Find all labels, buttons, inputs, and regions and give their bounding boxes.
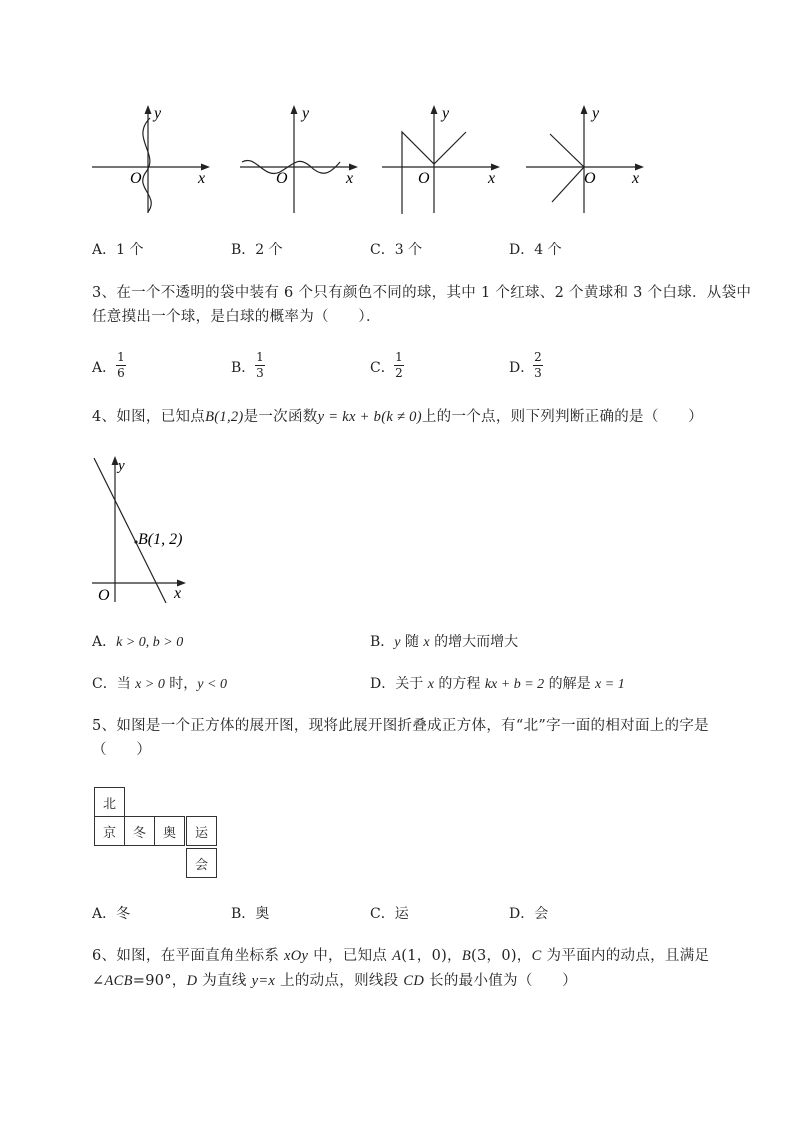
q5-option-c[interactable]: C．运 xyxy=(370,906,409,922)
net-cell-hui: 会 xyxy=(186,848,217,878)
q2-graph-c-y: y xyxy=(442,105,450,122)
q5-option-d[interactable]: D．会 xyxy=(509,906,549,922)
q2-graph-a-origin: O xyxy=(130,170,142,187)
q2-option-b[interactable]: B．2 个 xyxy=(231,242,283,258)
q6-stem-line2: ∠ACB=90°，D 为直线 y=x 上的动点，则线段 CD 长的最小值为（ ） xyxy=(92,973,578,989)
q4-option-d[interactable]: D．关于 x 的方程 kx + b = 2 的解是 x = 1 xyxy=(370,676,625,692)
net-cell-bei: 北 xyxy=(94,787,125,817)
net-cell-jing: 京 xyxy=(94,816,125,846)
q2-option-d[interactable]: D．4 个 xyxy=(509,242,562,258)
q5-option-a[interactable]: A．冬 xyxy=(92,906,131,922)
q2-graph-b xyxy=(236,100,362,216)
q3-stem-line2: 任意摸出一个球，是白球的概率为（ ）． xyxy=(92,309,381,325)
q3-option-d[interactable]: D． 2 3 xyxy=(509,350,542,380)
q2-option-c[interactable]: C．3 个 xyxy=(370,242,423,258)
q2-graph-a-y: y xyxy=(154,105,162,122)
q3-option-b-fraction: 1 3 xyxy=(256,350,264,380)
q2-option-a[interactable]: A．1 个 xyxy=(92,242,144,258)
q5-stem-line1: 5、如图是一个正方体的展开图，现将此展开图折叠成正方体，有“北”字一面的相对面上的字是 xyxy=(92,718,709,734)
q3-stem-line1: 3、在一个不透明的袋中装有 6 个只有颜色不同的球，其中 1 个红球、2 个黄球和 3 个白球．从袋中 xyxy=(92,285,752,301)
q2-graph-b-origin: O xyxy=(276,170,288,187)
q2-graph-c-x: x xyxy=(488,170,496,187)
q4-graph-x: x xyxy=(174,585,182,602)
q3-option-d-fraction: 2 3 xyxy=(534,350,542,380)
q2-graph-b-y: y xyxy=(302,105,310,122)
q2-graph-a-curve xyxy=(143,118,151,212)
q3-option-a[interactable]: A． 1 6 xyxy=(92,350,125,380)
q2-graph-c-origin: O xyxy=(418,170,430,187)
q2-graph-a-x: x xyxy=(198,170,206,187)
q3-option-c[interactable]: C． 1 2 xyxy=(370,350,403,380)
q4-graph-y: y xyxy=(118,458,125,474)
q2-graph-a xyxy=(88,100,214,216)
q3-option-a-fraction: 1 6 xyxy=(117,350,125,380)
q3-option-c-fraction: 1 2 xyxy=(395,350,403,380)
q2-graph-d xyxy=(522,100,648,216)
net-cell-yun: 运 xyxy=(186,816,217,846)
q2-graph-d-x: x xyxy=(632,170,640,187)
q4-option-b[interactable]: B．y 随 x 的增大而增大 xyxy=(370,634,519,650)
net-cell-ao: 奥 xyxy=(154,816,185,846)
q2-graph-d-origin: O xyxy=(584,170,596,187)
q3-option-b[interactable]: B． 1 3 xyxy=(231,350,264,380)
q4-graph xyxy=(88,452,198,604)
q2-graph-b-x: x xyxy=(346,170,354,187)
q2-graph-d-curve xyxy=(550,134,584,202)
q6-stem-line1: 6、如图，在平面直角坐标系 xOy 中，已知点 A(1，0)，B(3，0)，C 为平面内的动点，且满足 xyxy=(92,948,710,964)
q2-graph-d-y: y xyxy=(592,105,600,122)
q5-option-b[interactable]: B．奥 xyxy=(231,906,270,922)
q2-graph-c xyxy=(378,100,504,216)
q4-graph-origin: O xyxy=(98,587,110,604)
q5-stem-line2: （ ） xyxy=(92,742,152,758)
net-cell-dong: 冬 xyxy=(124,816,155,846)
q4-graph-point-label: B(1, 2) xyxy=(138,531,183,548)
q4-option-c[interactable]: C．当 x > 0 时，y < 0 xyxy=(92,676,227,692)
q4-stem: 4、如图，已知点B(1,2)是一次函数y = kx + b(k ≠ 0)上的一个点，则下列判断正确的是（ ） xyxy=(92,409,704,425)
q4-option-a[interactable]: A．k > 0, b > 0 xyxy=(92,634,184,650)
